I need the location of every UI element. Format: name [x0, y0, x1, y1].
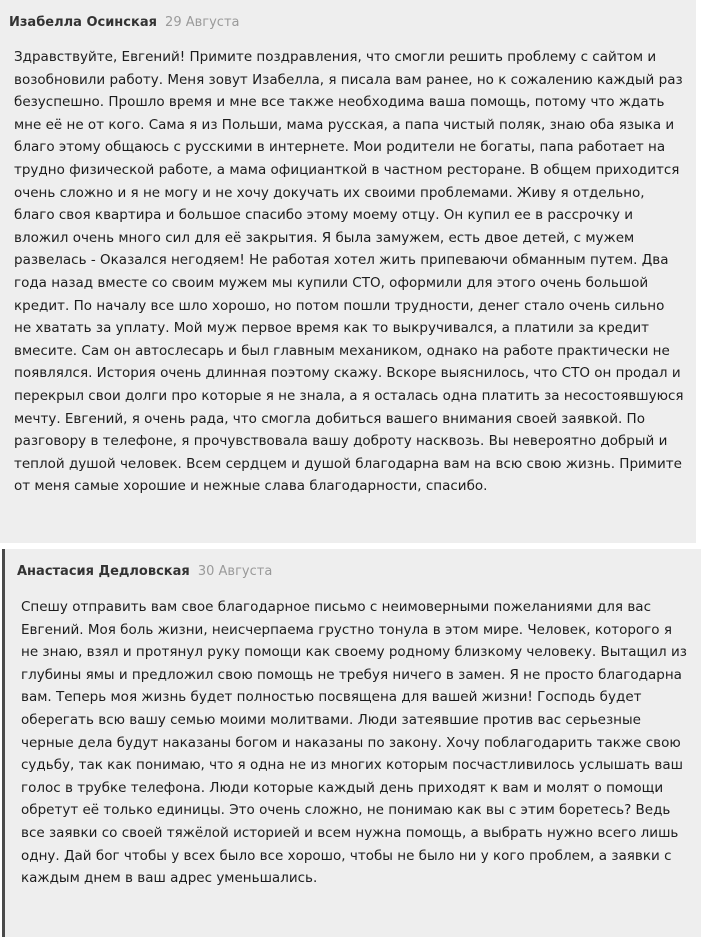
comment-date: 30 Августа — [197, 564, 273, 579]
comment-date: 29 Августа — [165, 15, 240, 30]
comment-text: Спешу отправить вам свое благодарное письмо с неимоверными пожеланиями для вас Евгений. Моя боль жизни, неисчерпаема грустно тонула в этом мире. Человек, которого я не знаю, взял и протянул руку помощи как своему родному близкому человеку. Вытащил из глубины ямы и предложил свою помощь не требуя ничего в замен. Я не просто благодарна вам. Теперь моя жизнь будет полностью посвящена для вашей жизни! Господь будет оберегать всю вашу семью моими молитвами. Люди затеявшие против вас серьезные черные дела будут наказаны богом и наказаны по закону. Хочу поблагодарить также свою судьбу, так как понимаю, что я одна не из многих которым посчастливилось услышать ваш голос в трубке телефона. Люди которые каждый день приходят к вам и молят о помощи обретут её только единицы. Это очень сложно, не понимаю как вы с этим боретесь? Ведь все заявки со своей тяжёлой историей и всем нужна помощь, а выбрать нужно всего лишь одну. Дай бог чтобы у всех было все хорошо, чтобы не было ни у кого проблем, а заявки с каждым днем в ваш адрес уменьшались. — [21, 599, 687, 887]
comment-header — [17, 560, 272, 579]
comment-author: Анастасия Дедловская — [17, 564, 190, 579]
comment-author: Изабелла Осинская — [9, 15, 157, 30]
comment-text: Здравствуйте, Евгений! Примите поздравления, что смогли решить проблему с сайтом и возобновили работу. Меня зовут Изабелла, я писала вам ранее, но к сожалению каждый раз безуспешно. Прошло время и мне все также необходима ваша помощь, потому что ждать мне её не от кого. Сама я из Польши, мама русская, а папа чистый поляк, знаю оба языка и благо этому общаюсь с русскими в интернете. Мои родители не богаты, папа работает на трудно физической работе, а мама официанткой в частном ресторане. В общем приходится очень сложно и я не могу и не хочу докучать их своими проблемами. Живу я отдельно, благо своя квартира и большое спасибо этому моему отцу. Он купил ее в рассрочку и вложил очень много сил для её закрытия. Я была замужем, есть двое детей, с мужем развелась - Оказался негодяем! Не работая хотел жить припеваючи обманным путем. Два года назад вместе со своим мужем мы купили СТО, оформили для этого очень большой кредит. По началу все шло хорошо, но потом пошли трудности, денег стало очень сильно не хватать за уплату. Мой муж первое время как то выкручивался, а платили за кредит вмесите. Сам он автослесарь и был главным механиком, однако на работе практически не появлялся. История очень длинная поэтому скажу. Вскоре выяснилось, что СТО он продал и перекрыл свои долги про которые я не знала, а я осталась одна платить за несостоявшуюся мечту. Евгений, я очень рада, что смогла добиться вашего внимания своей заявкой. По разговору в телефоне, я прочувствовала вашу доброту насквозь. Вы невероятно добрый и теплой душой человек. Всем сердцем и душой благодарна вам на всю свою жизнь. Примите от меня самые хорошие и нежные слава благодарности, спасибо. — [14, 49, 684, 495]
comment-card — [2, 549, 701, 937]
comment-header — [9, 11, 240, 30]
